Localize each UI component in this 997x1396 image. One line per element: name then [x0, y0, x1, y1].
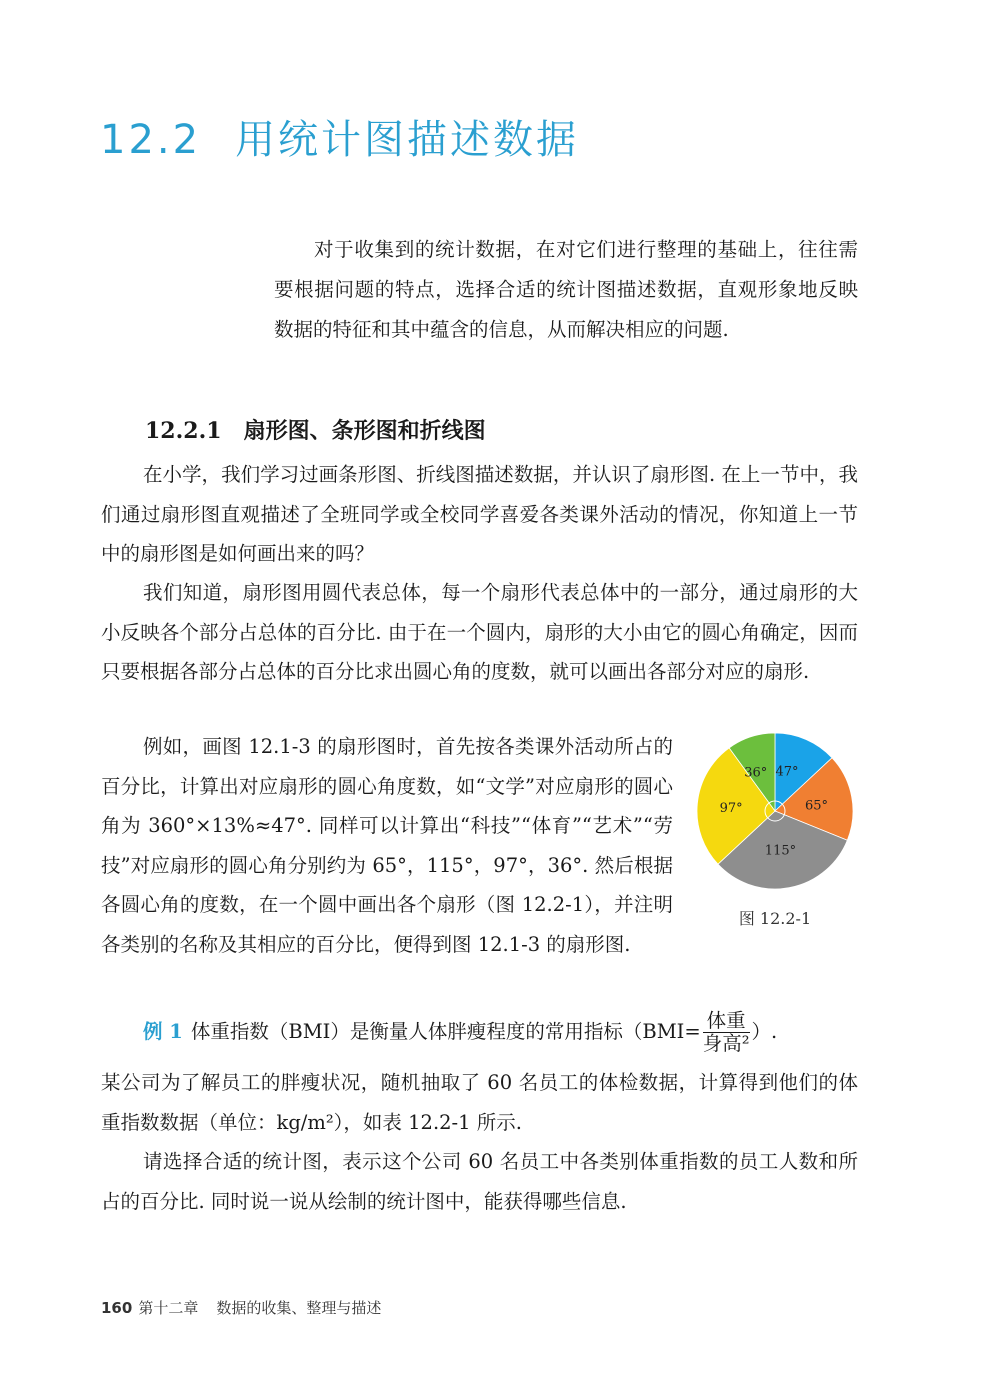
subsection-number: 12.2.1 — [145, 418, 222, 444]
section-title — [100, 108, 579, 165]
section-number: 12.2 — [100, 117, 202, 163]
page-number: 160 — [101, 1299, 133, 1317]
chapter-label: 第十二章 — [138, 1299, 199, 1317]
intro-paragraph: 对于收集到的统计数据，在对它们进行整理的基础上，往往需要根据问题的特点，选择合适的统计图描述数据，直观形象地反映数据的特征和其中蕴含的信息，从而解决相应的问题. — [274, 238, 858, 341]
pie-slice-label: 97° — [719, 801, 743, 817]
bmi-formula — [703, 1010, 750, 1055]
pie-slice-label: 36° — [744, 765, 768, 781]
page-footer — [101, 1297, 381, 1318]
formula-denominator: 身高² — [702, 1032, 750, 1055]
paragraph-5: 请选择合适的统计图，表示这个公司 60 名员工中各类别体重指数的员工人数和所占的百分比. 同时说一说从绘制的统计图中，能获得哪些信息. — [101, 1150, 858, 1213]
formula-numerator: 体重 — [703, 1010, 750, 1033]
section-title-text: 用统计图描述数据 — [235, 117, 580, 163]
pie-figure — [690, 726, 860, 966]
chapter-title: 数据的收集、整理与描述 — [216, 1299, 382, 1317]
pie-slice-label: 115° — [764, 843, 797, 859]
paragraph-4: 某公司为了解员工的胖瘦状况，随机抽取了 60 名员工的体检数据，计算得到他们的体重指数数据（单位：kg/m²），如表 12.2-1 所示. — [101, 1071, 858, 1134]
pie-chart — [690, 726, 860, 896]
paragraph-3: 例如，画图 12.1-3 的扇形图时，首先按各类课外活动所占的百分比，计算出对应扇形的圆心角度数，如“文学”对应扇形的圆心角为 360°×13%≈47°. 同样可以计算出“科技”“体育”“艺术”“劳技”对应扇形的圆心角分别约为 65°，115°，97°，36°. 然后根据各圆心角的度数，在一个圆中画出各个扇形（图 12.2-1），并注明各类别的名称及其相应的百分比，便得到图 12.1-3 的扇形图. — [101, 735, 673, 956]
example-close: ）. — [751, 1020, 778, 1043]
figure-caption: 图 12.2-1 — [738, 909, 812, 928]
example-label: 例 1 — [143, 1020, 183, 1043]
subsection-title: 扇形图、条形图和折线图 — [243, 418, 486, 444]
paragraph-1: 在小学，我们学习过画条形图、折线图描述数据，并认识了扇形图. 在上一节中，我们通过扇形图直观描述了全班同学或全校同学喜爱各类课外活动的情况，你知道上一节中的扇形图是如何画出来的吗？ — [101, 463, 858, 565]
example-text: 体重指数（BMI）是衡量人体胖瘦程度的常用指标（BMI= — [190, 1020, 701, 1043]
paragraph-2: 我们知道，扇形图用圆代表总体，每一个扇形代表总体中的一部分，通过扇形的大小反映各个部分占总体的百分比. 由于在一个圆内，扇形的大小由它的圆心角确定，因而只要根据各部分占总体的百分比求出圆心角的度数，就可以画出各部分对应的扇形. — [101, 581, 858, 683]
pie-slice-label: 65° — [804, 798, 829, 814]
example-1-paragraph — [101, 1010, 858, 1055]
subsection-heading — [145, 414, 486, 445]
pie-slice-label: 47° — [775, 764, 799, 780]
